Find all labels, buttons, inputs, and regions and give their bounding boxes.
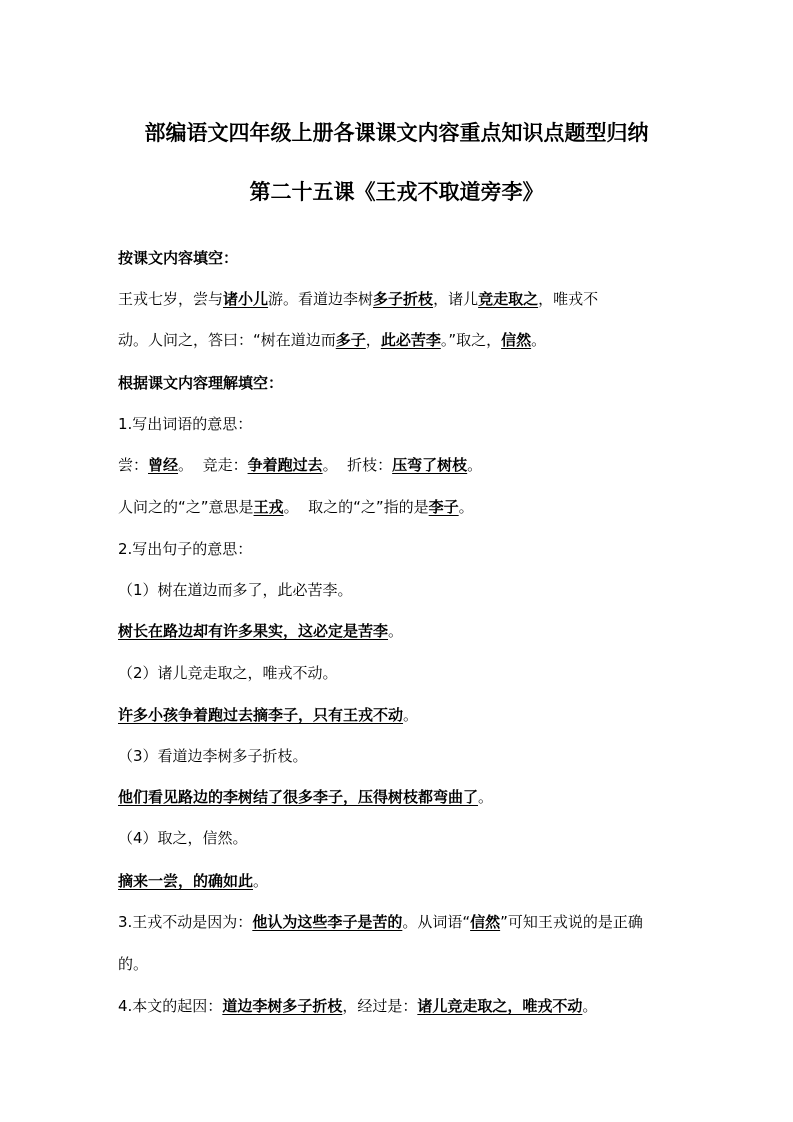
q2-question-3: （3）看道边李树多子折枝。 <box>118 747 308 765</box>
text: ，诸儿 <box>433 290 479 308</box>
q1-heading: 1.写出词语的意思： <box>118 415 253 433</box>
answer: 竞走取之 <box>478 290 539 308</box>
text: 王戎七岁，尝与 <box>118 290 224 308</box>
text: 动。人问之，答曰：“树在道边而 <box>118 331 336 349</box>
text: ，唯戎不 <box>538 290 599 308</box>
q2-answer-1 <box>118 620 403 642</box>
q2-heading: 2.写出句子的意思： <box>118 540 253 558</box>
text: 。 取之的“之”指的是 <box>283 498 429 516</box>
text: 。从词语“ <box>402 913 471 931</box>
section-heading-fill: 按课文内容填空： <box>118 249 239 267</box>
answer: 曾经 <box>148 456 179 474</box>
q1-line-2 <box>118 496 474 518</box>
fill-line-1 <box>118 288 598 310</box>
answer: 压弯了树枝 <box>392 456 468 474</box>
answer: 信然 <box>501 331 532 349</box>
answer: 争着跑过去 <box>247 456 323 474</box>
fill-line-2 <box>118 329 546 351</box>
q2-question-2: （2）诸儿竞走取之，唯戎不动。 <box>118 664 338 682</box>
text: 。 竞走： <box>178 456 248 474</box>
text: 尝： <box>118 456 149 474</box>
text: 。 折枝： <box>322 456 393 474</box>
q3-line-1 <box>118 911 643 933</box>
q4-line <box>118 995 597 1017</box>
answer: 诸儿竞走取之，唯戎不动 <box>417 997 583 1015</box>
text: 游。看道边李树 <box>268 290 374 308</box>
answer: 李子 <box>428 498 459 516</box>
answer: 摘来一尝，的确如此 <box>118 872 254 890</box>
q1-line-1 <box>118 454 482 476</box>
text: ，经过是： <box>342 997 418 1015</box>
section-heading-understand: 根据课文内容理解填空： <box>118 374 284 392</box>
text: 。”取之， <box>440 331 502 349</box>
document-title: 部编语文四年级上册各课课文内容重点知识点题型归纳 <box>144 121 649 145</box>
answer: 他们看见路边的李树结了很多李子，压得树枝都弯曲了 <box>118 788 479 806</box>
q2-question-4: （4）取之，信然。 <box>118 829 248 847</box>
q3-line-2: 的。 <box>118 955 149 973</box>
text: 。 <box>582 997 598 1015</box>
q2-answer-4 <box>118 870 268 892</box>
answer: 诸小儿 <box>223 290 269 308</box>
answer: 他认为这些李子是苦的 <box>252 913 403 931</box>
text: 3.王戎不动是因为： <box>118 913 253 931</box>
text: 人问之的“之”意思是 <box>118 498 254 516</box>
text: 4.本文的起因： <box>118 997 223 1015</box>
answer: 道边李树多子折枝 <box>222 997 343 1015</box>
answer: 信然 <box>470 913 501 931</box>
text: 。 <box>467 456 483 474</box>
text: 。 <box>478 788 494 806</box>
answer: 许多小孩争着跑过去摘李子，只有王戎不动 <box>118 706 404 724</box>
text: 。 <box>388 622 404 640</box>
text: 。 <box>531 331 547 349</box>
q2-answer-3 <box>118 786 493 808</box>
answer: 多子 <box>335 331 366 349</box>
answer: 树长在路边却有许多果实，这必定是苦李 <box>118 622 389 640</box>
q2-answer-2 <box>118 704 418 726</box>
text: 。 <box>403 706 419 724</box>
text: 。 <box>253 872 269 890</box>
text: ”可知王戎说的是正确 <box>500 913 643 931</box>
text: ， <box>365 331 381 349</box>
lesson-title: 第二十五课《王戎不取道旁李》 <box>249 180 544 204</box>
answer: 多子折枝 <box>373 290 434 308</box>
answer: 此必苦李 <box>380 331 441 349</box>
text: 。 <box>458 498 474 516</box>
answer: 王戎 <box>253 498 284 516</box>
q2-question-1: （1）树在道边而多了，此必苦李。 <box>118 581 353 599</box>
